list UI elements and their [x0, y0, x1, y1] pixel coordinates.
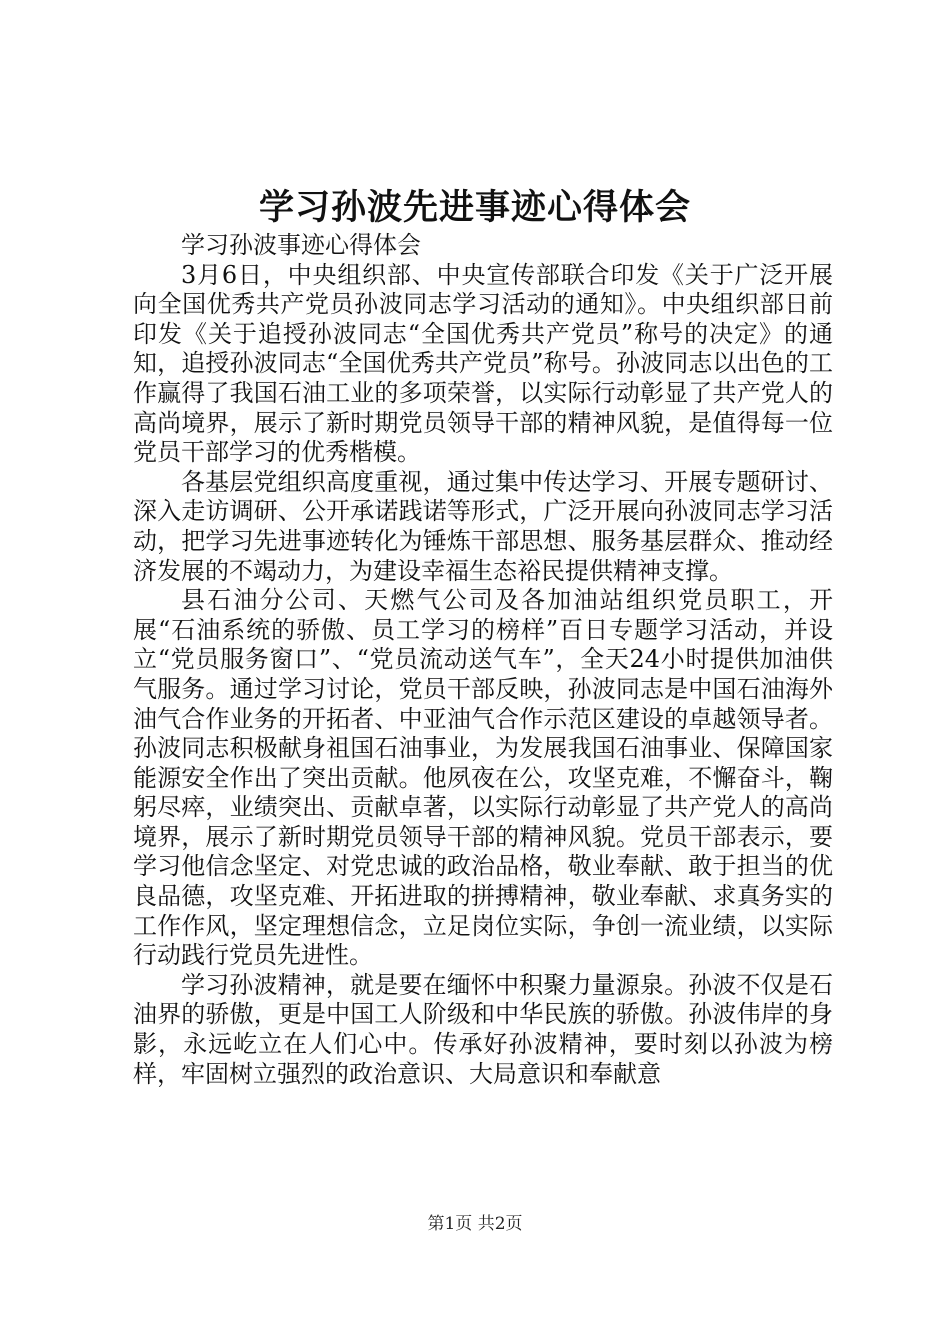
document-body — [133, 231, 833, 1089]
page-footer: 第1页 共2页 — [427, 1214, 523, 1234]
paragraph-1: 3月6日，中央组织部、中央宣传部联合印发《关于广泛开展向全国优秀共产党员孙波同志学习活动的通知》。中央组织部日前印发《关于追授孙波同志“全国优秀共产党员”称号的决定》的通知，追授孙波同志“全国优秀共产党员”称号。孙波同志以出色的工作赢得了我国石油工业的多项荣誉，以实际行动彰显了共产党人的高尚境界，展示了新时期党员领导干部的精神风貌，是值得每一位党员干部学习的优秀楷模。 — [133, 260, 833, 467]
paragraph-4: 学习孙波精神，就是要在缅怀中积聚力量源泉。孙波不仅是石油界的骄傲，更是中国工人阶级和中华民族的骄傲。孙波伟岸的身影，永远屹立在人们心中。传承好孙波精神，要时刻以孙波为榜样，牢固树立强烈的政治意识、大局意识和奉献意 — [133, 970, 833, 1088]
document-subtitle: 学习孙波事迹心得体会 — [181, 231, 421, 259]
document-title: 学习孙波先进事迹心得体会 — [258, 187, 691, 228]
paragraph-2: 各基层党组织高度重视，通过集中传达学习、开展专题研讨、深入走访调研、公开承诺践诺等形式，广泛开展向孙波同志学习活动，把学习先进事迹转化为锤炼干部思想、服务基层群众、推动经济发展的不竭动力，为建设幸福生态裕民提供精神支撑。 — [133, 467, 833, 585]
paragraph-3: 县石油分公司、天燃气公司及各加油站组织党员职工，开展“石油系统的骄傲、员工学习的榜样”百日专题学习活动，并设立“党员服务窗口”、“党员流动送气车”，全天24小时提供加油供气服务。通过学习讨论，党员干部反映，孙波同志是中国石油海外油气合作业务的开拓者、中亚油气合作示范区建设的卓越领导者。孙波同志积极献身祖国石油事业，为发展我国石油事业、保障国家能源安全作出了突出贡献。他夙夜在公，攻坚克难，不懈奋斗，鞠躬尽瘁，业绩突出、贡献卓著，以实际行动彰显了共产党人的高尚境界，展示了新时期党员领导干部的精神风貌。党员干部表示，要学习他信念坚定、对党忠诚的政治品格，敬业奉献、敢于担当的优良品德，攻坚克难、开拓进取的拼搏精神，敬业奉献、求真务实的工作作风，坚定理想信念，立足岗位实际，争创一流业绩，以实际行动践行党员先进性。 — [133, 586, 833, 970]
